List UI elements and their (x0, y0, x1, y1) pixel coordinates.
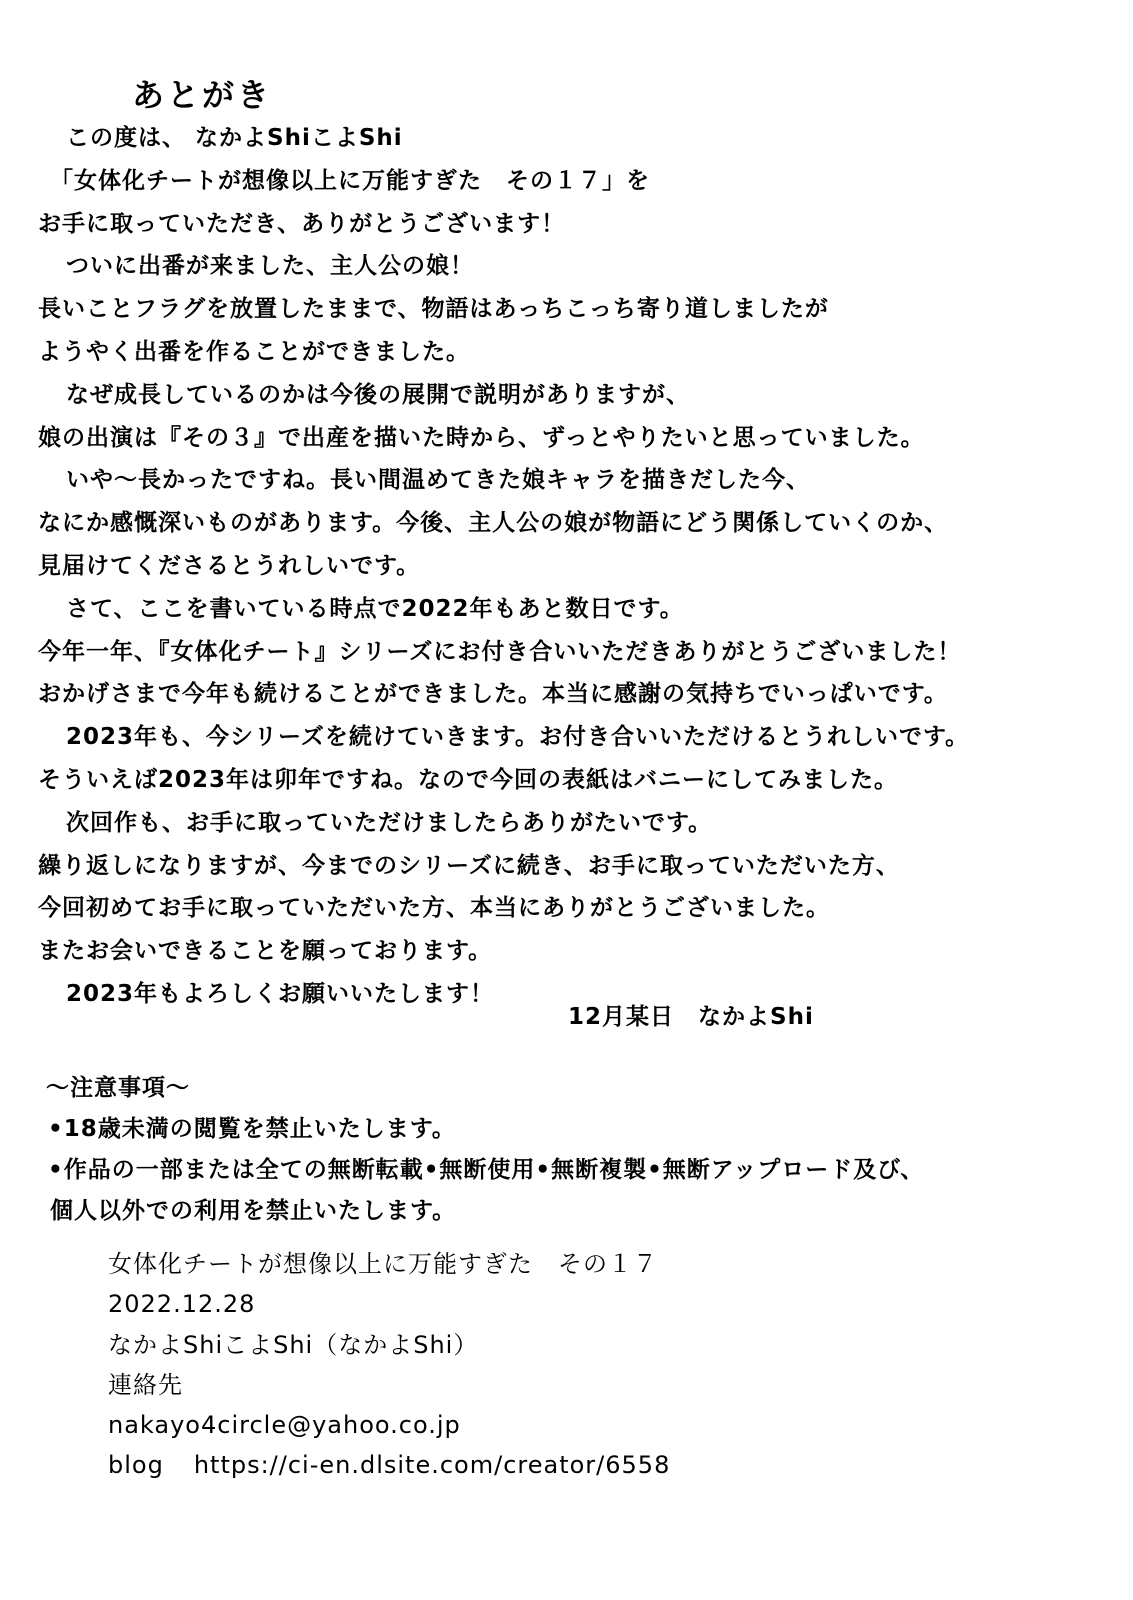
notice-item: •作品の一部または全ての無断転載•無断使用•無断複製•無断アップロード及び、 (48, 1157, 925, 1183)
body-line: またお会いできることを願っております。 (38, 938, 493, 965)
body-line: 2023年も、今シリーズを続けていきます。お付き合いいただけるとうれしいです。 (66, 724, 970, 751)
notice-item: •18歳未満の閲覧を禁止いたします。 (48, 1116, 456, 1142)
colophon-title: 女体化チートが想像以上に万能すぎた その１７ (108, 1250, 658, 1278)
body-line: いや〜長かったですね。長い間温めてきた娘キャラを描きだした今、 (66, 467, 810, 494)
body-line: 次回作も、お手に取っていただけましたらありがたいです。 (66, 809, 713, 836)
body-line: 長いことフラグを放置したままで、物語はあっちこっち寄り道しましたが (38, 296, 829, 323)
colophon-contact-label: 連絡先 (108, 1370, 183, 1399)
signature: 12月某日 なかよShi (568, 1004, 814, 1030)
body-line: なぜ成長しているのかは今後の展開で説明がありますが、 (66, 381, 690, 408)
notice-heading: 〜注意事項〜 (46, 1075, 190, 1101)
body-line: 見届けてくださるとうれしいです。 (38, 552, 421, 579)
notice-section (46, 1068, 1106, 1232)
colophon (108, 1244, 1008, 1486)
colophon-blog-url: https://ci-en.dlsite.com/creator/6558 (193, 1451, 671, 1480)
body-line: この度は、 なかよShiこよShi (66, 125, 403, 151)
body-line: そういえば2023年は卯年ですね。なので今回の表紙はバニーにしてみました。 (38, 766, 899, 793)
body-line: お手に取っていただき、ありがとうございます！ (38, 210, 566, 237)
notice-item: 個人以外での利用を禁止いたします。 (50, 1198, 457, 1224)
body-line: ついに出番が来ました、主人公の娘！ (66, 253, 474, 280)
page-title: あとがき (132, 76, 273, 114)
body-line: 娘の出演は『その３』で出産を描いた時から、ずっとやりたいと思っていました。 (38, 424, 925, 451)
colophon-email: nakayo4circle@yahoo.co.jp (108, 1411, 461, 1440)
body-line: 今回初めてお手に取っていただいた方、本当にありがとうございました。 (38, 895, 830, 922)
body-line: 「女体化チートが想像以上に万能すぎた その１７」を (50, 167, 650, 194)
colophon-blog-label: blog (108, 1451, 164, 1480)
body-line: 2023年もよろしくお願いいたします！ (66, 980, 495, 1007)
body-line: ようやく出番を作ることができました。 (38, 338, 470, 365)
colophon-circle: なかよShiこよShi（なかよShi） (108, 1330, 479, 1359)
body-line: さて、ここを書いている時点で2022年もあと数日です。 (66, 595, 684, 622)
afterword-body (38, 117, 1118, 1016)
body-line: 今年一年、『女体化チート』シリーズにお付き合いいただきありがとうございました！ (38, 638, 962, 665)
body-line: 繰り返しになりますが、今までのシリーズに続き、お手に取っていただいた方、 (38, 852, 900, 879)
colophon-date: 2022.12.28 (108, 1290, 256, 1319)
body-line: なにか感慨深いものがあります。今後、主人公の娘が物語にどう関係していくのか、 (38, 510, 949, 537)
body-line: おかげさまで今年も続けることができました。本当に感謝の気持ちでいっぱいです。 (38, 681, 948, 708)
colophon-blog-row (108, 1445, 1008, 1485)
